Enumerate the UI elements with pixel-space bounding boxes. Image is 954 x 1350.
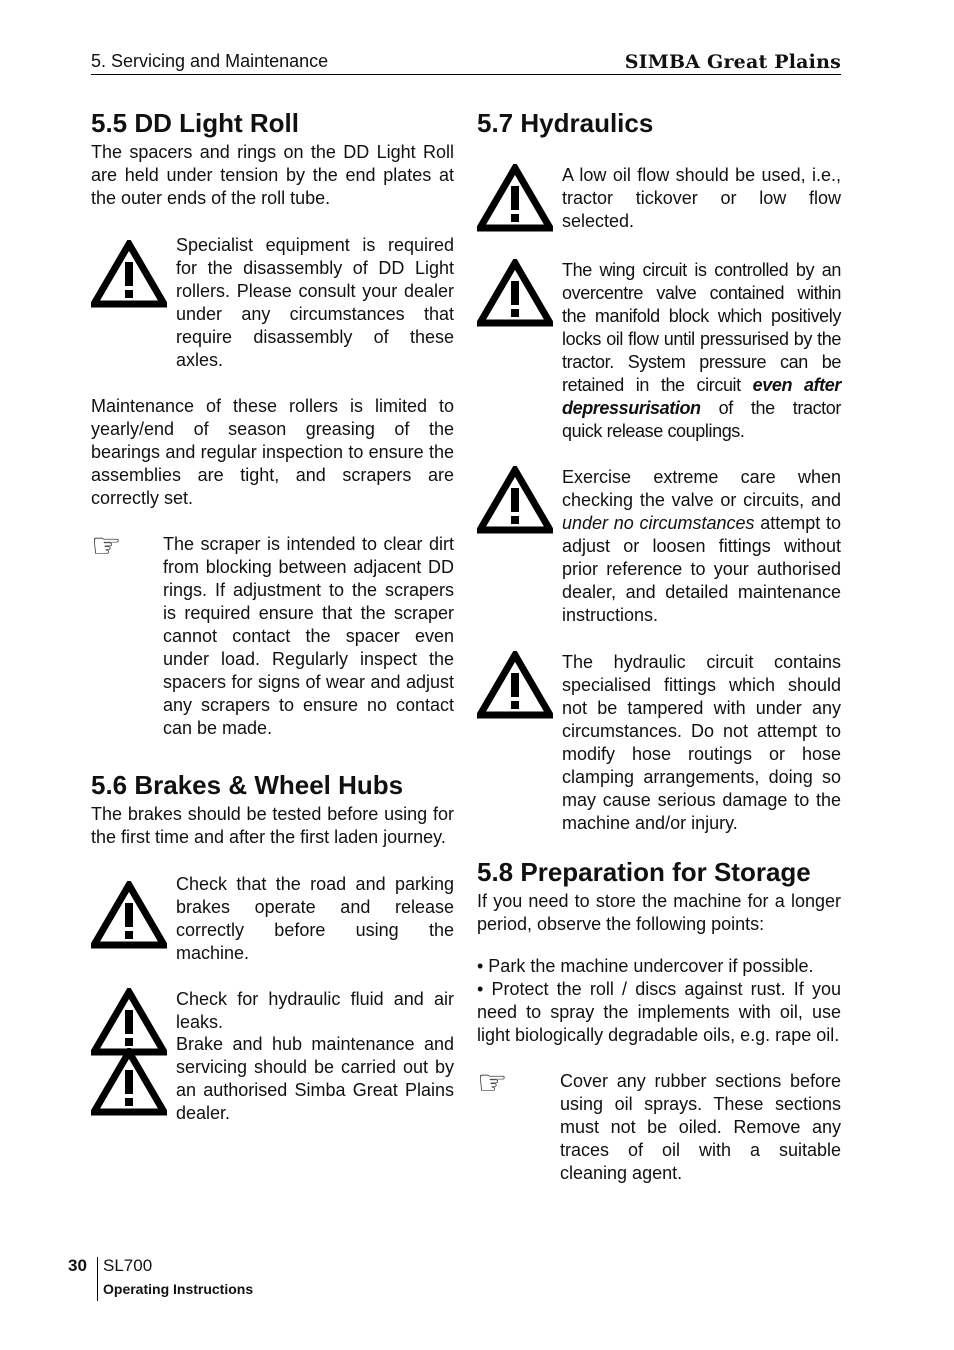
hydraulics-warning-4-text: The hydraulic circuit contains specialised fittings which should not be tampered with under any circumstances. Do not attempt to modify hose routings or hose clamping arrangements, doing so may cause serious damage to the machine and/or injury. (562, 652, 841, 833)
header-section-title: 5. Servicing and Maintenance (91, 51, 329, 71)
warning-triangle-icon (91, 1033, 176, 1116)
page-number: 30 (68, 1256, 87, 1275)
left-column (91, 108, 454, 1125)
warning-triangle-icon (477, 466, 562, 534)
hydraulics-warning-2-text (562, 259, 841, 443)
section-title-5-7: 5.7 Hydraulics (477, 108, 654, 138)
emphasis-text: under no circumstances (562, 513, 755, 533)
pointing-hand-icon: ☞ (91, 526, 122, 566)
section-title-5-6: 5.6 Brakes & Wheel Hubs (91, 770, 404, 800)
hydraulics-warning-1 (477, 164, 841, 233)
hydraulics-warning-2 (477, 259, 841, 443)
dd-roll-maintenance: Maintenance of these rollers is limited to yearly/end of season greasing of the bearings and regular inspection to ensure the assemblies are tight, and scrapers are correctly set. (91, 396, 454, 508)
warning-triangle-icon (91, 873, 176, 949)
pointing-hand-icon: ☞ (477, 1063, 508, 1103)
dd-roll-intro: The spacers and rings on the DD Light Roll are held under tension by the end plates at the outer ends of the roll tube. (91, 142, 454, 208)
hydraulics-warning-3 (477, 466, 841, 627)
storage-bullet-2: • Protect the roll / discs against rust. If you need to spray the implements with oil, use light biologically degradable oils, e.g. rape oil. (477, 979, 841, 1045)
warning-triangle-icon (477, 259, 562, 327)
section-title-5-8: 5.8 Preparation for Storage (477, 857, 811, 887)
dd-roll-note-text: The scraper is intended to clear dirt from blocking between adjacent DD rings. If adjustment to the scrapers is required ensure that the scraper cannot contact the spacer even under load. Regularly inspect the spacers for signs of wear and adjust any scrapers to ensure no contact can be made. (163, 534, 454, 738)
header-rule (91, 74, 841, 75)
brakes-intro: The brakes should be tested before using for the first time and after the first laden journey. (91, 804, 454, 847)
brakes-warning-3 (91, 1033, 454, 1125)
footer-divider (97, 1257, 98, 1301)
emphasis-text: even after depressurisation (562, 375, 841, 418)
footer-model: SL700 (103, 1256, 153, 1275)
hydraulics-warning-1-text: A low oil flow should be used, i.e., tractor tickover or low flow selected. (562, 165, 841, 231)
brakes-warning-1 (91, 873, 454, 965)
text-run: The wing circuit is controlled by an overcentre valve contained within the manifold block which positively locks oil flow until pressurised by the tractor. System pressure can be retained in the circuit (562, 260, 841, 395)
text-run: of the tractor quick release couplings. (562, 398, 841, 441)
brakes-warning-2-text: Check for hydraulic fluid and air leaks. (176, 989, 454, 1032)
hydraulics-warning-3-text (562, 466, 841, 627)
text-run: Exercise extreme care when checking the valve or circuits, and (562, 467, 841, 510)
footer-subtitle: Operating Instructions (103, 1281, 254, 1297)
storage-bullet-1: • Park the machine undercover if possible. (477, 956, 814, 976)
warning-triangle-icon (91, 234, 176, 308)
storage-intro: If you need to store the machine for a longer period, observe the following points: (477, 891, 841, 934)
hydraulics-warning-4 (477, 651, 841, 835)
brakes-warning-3-text: Brake and hub maintenance and servicing should be carried out by an authorised Simba Great Plains dealer. (176, 1034, 454, 1123)
storage-note-text: Cover any rubber sections before using oil sprays. These sections must not be oiled. Remove any traces of oil with a suitable cleaning agent. (560, 1071, 841, 1183)
dd-roll-warning (91, 234, 454, 372)
storage-note (477, 1063, 841, 1185)
dd-roll-note (91, 526, 454, 740)
warning-triangle-icon (477, 164, 562, 232)
right-column (477, 108, 841, 1185)
section-title-5-5: 5.5 DD Light Roll (91, 108, 299, 138)
warning-triangle-icon (477, 651, 562, 719)
brakes-warning-1-text: Check that the road and parking brakes operate and release correctly before using the machine. (176, 874, 454, 963)
dd-roll-warning-text: Specialist equipment is required for the disassembly of DD Light rollers. Please consult your dealer under any circumstances that require disassembly of these axles. (176, 235, 454, 370)
brand-logo: SIMBA Great Plains (624, 51, 841, 73)
text-run: attempt to adjust or loosen fittings without prior reference to your authorised dealer, and detailed maintenance instructions. (562, 513, 842, 625)
